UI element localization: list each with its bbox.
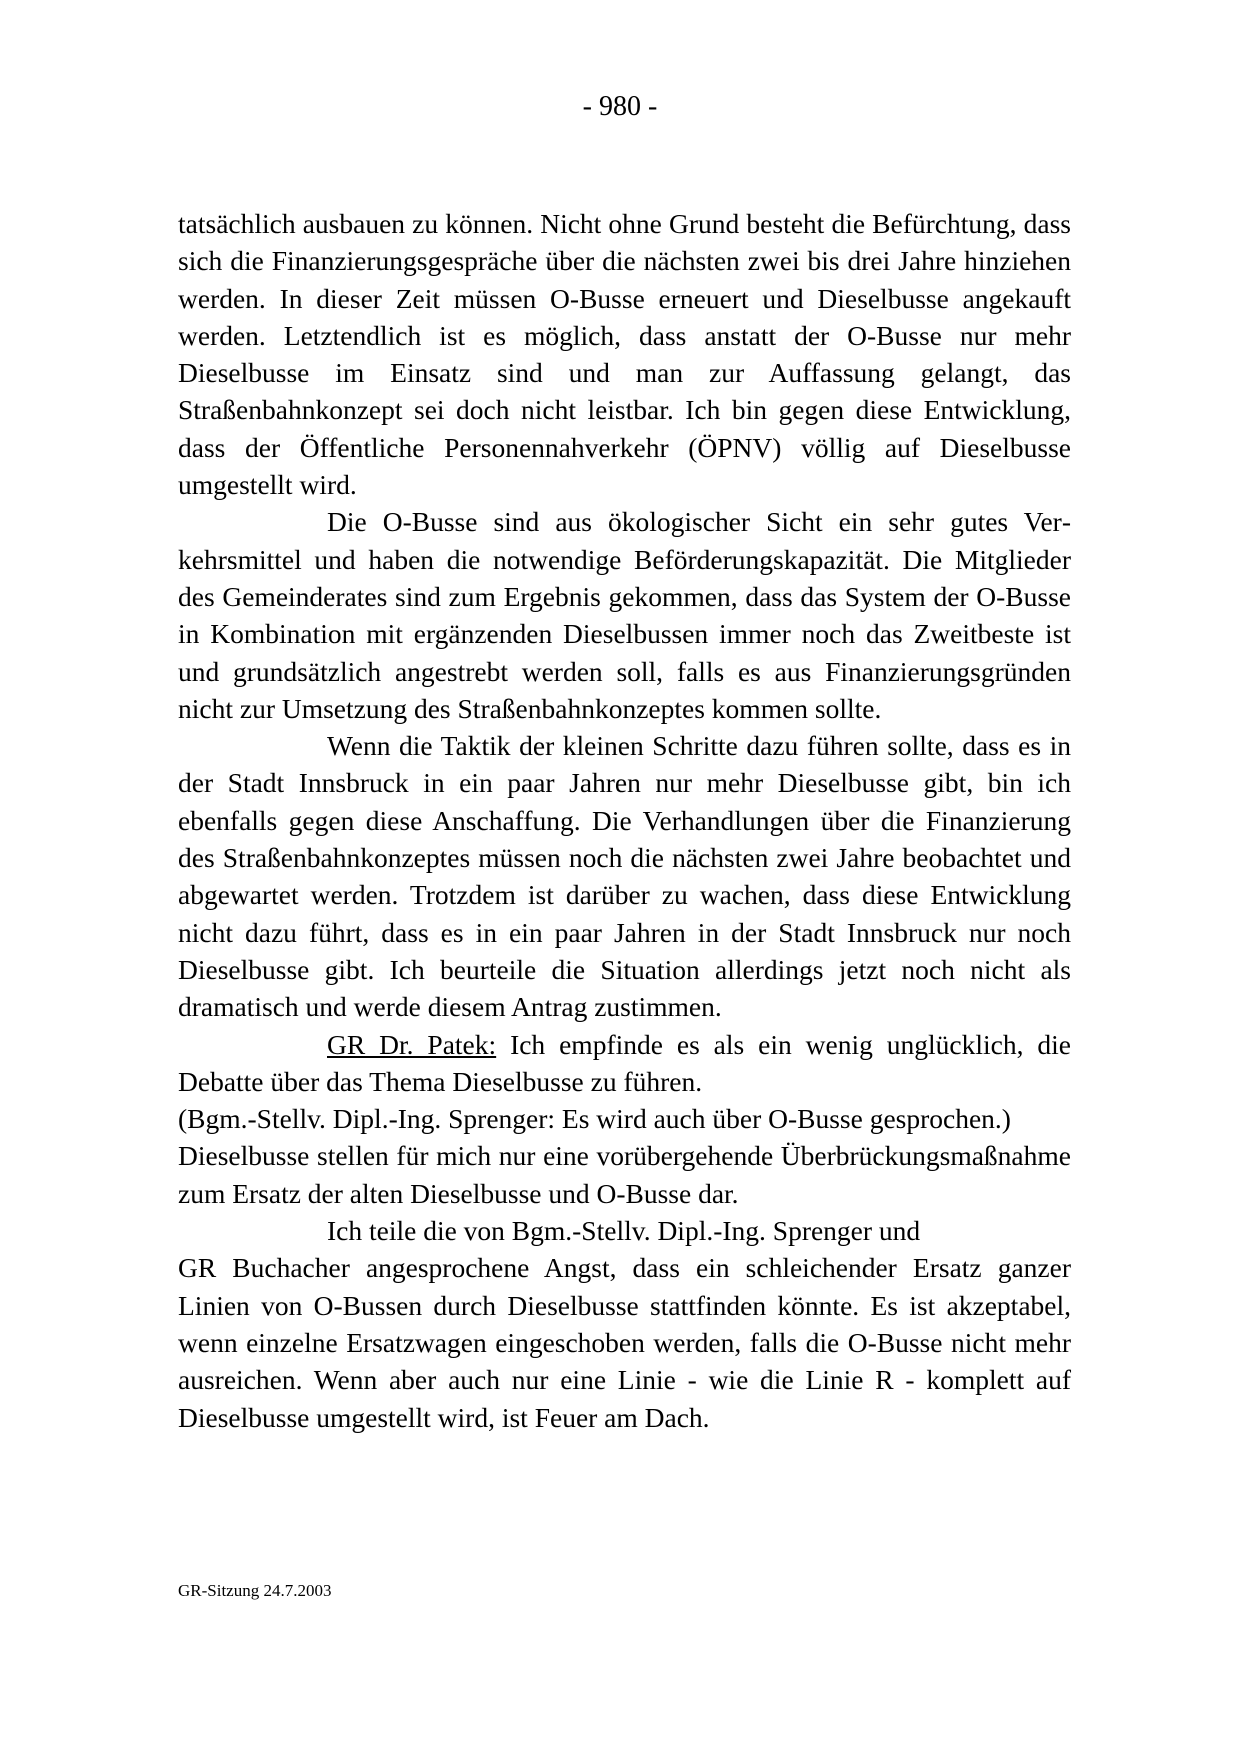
paragraph-3: Wenn die Taktik der kleinen Schritte dazu führen sollte, dass es in der Stadt Innsbruck in ein paar Jahren nur mehr Dieselbusse gibt, bin ich ebenfalls gegen diese Anschaffung. Die Verhandlungen über die Finanzierung des Straßenbahnkonzeptes müssen noch die nächsten zwei Jahre beobachtet und abgewartet werden. Trotzdem ist darüber zu wachen, dass diese Entwicklung nicht dazu führt, dass es in ein paar Jahren in der Stadt Innsbruck nur noch Dieselbusse gibt. Ich beurteile die Situation allerdings jetzt noch nicht als dramatisch und werde diesem Antrag zustimmen. [178,730,1071,1023]
page-number: - 980 - [582,91,658,122]
paragraph-7-rest: GR Buchacher angesprochene Angst, dass ein schleichender Ersatz ganzer Linien von O-Bussen durch Dieselbusse stattfinden könnte. Es ist akzeptabel, wenn einzelne Ersatzwagen eingeschoben werden, falls die O-Busse nicht mehr ausreichen. Wenn aber auch nur eine Linie - wie die Linie R - komplett auf Dieselbusse umgestellt wird, ist Feuer am Dach. [178,1252,1071,1433]
footer-session-date: GR-Sitzung 24.7.2003 [178,1581,332,1600]
paragraph-1: tatsächlich ausbauen zu können. Nicht ohne Grund besteht die Befürchtung, dass sich die Finanzierungsgespräche über die nächsten zwei bis drei Jahre hinziehen werden. In dieser Zeit müssen O-Busse erneuert und Dieselbusse angekauft werden. Letztendlich ist es möglich, dass anstatt der O-Busse nur mehr Dieselbusse im Einsatz sind und man zur Auffassung gelangt, das Straßenbahnkonzept sei doch nicht leistbar. Ich bin gegen diese Entwicklung, dass der Öffentliche Personennahverkehr (ÖPNV) völlig auf Dieselbusse umgestellt wird. [178,208,1071,501]
speaker-label: GR Dr. Patek: [327,1028,497,1060]
speaker-text: Ich empfinde es als ein wenig unglücklich, die Debatte über das Thema Dieselbusse zu führen. [178,1028,1071,1097]
document-body [178,205,1071,1436]
paragraph-4 [178,1026,1071,1101]
paragraph-5-interjection: (Bgm.-Stellv. Dipl.-Ing. Sprenger: Es wird auch über O-Busse gesprochen.) [178,1103,1011,1135]
paragraph-7-line-1: Ich teile die von Bgm.-Stellv. Dipl.-Ing. Sprenger und [327,1215,921,1247]
paragraph-2: Die O-Busse sind aus ökologischer Sicht ein sehr gutes Verkehrsmittel und haben die notwendige Beförderungskapazität. Die Mitglieder des Gemeinderates sind zum Ergebnis gekommen, dass das System der O-Busse in Kombination mit ergänzenden Dieselbussen immer noch das Zweitbeste ist und grundsätzlich angestrebt werden soll, falls es aus Finanzierungsgründen nicht zur Umsetzung des Straßenbahnkonzeptes kommen sollte. [178,506,1071,724]
paragraph-6: Dieselbusse stellen für mich nur eine vorübergehende Überbrückungsmaßnahme zum Ersatz der alten Dieselbusse und O-Busse dar. [178,1140,1071,1209]
